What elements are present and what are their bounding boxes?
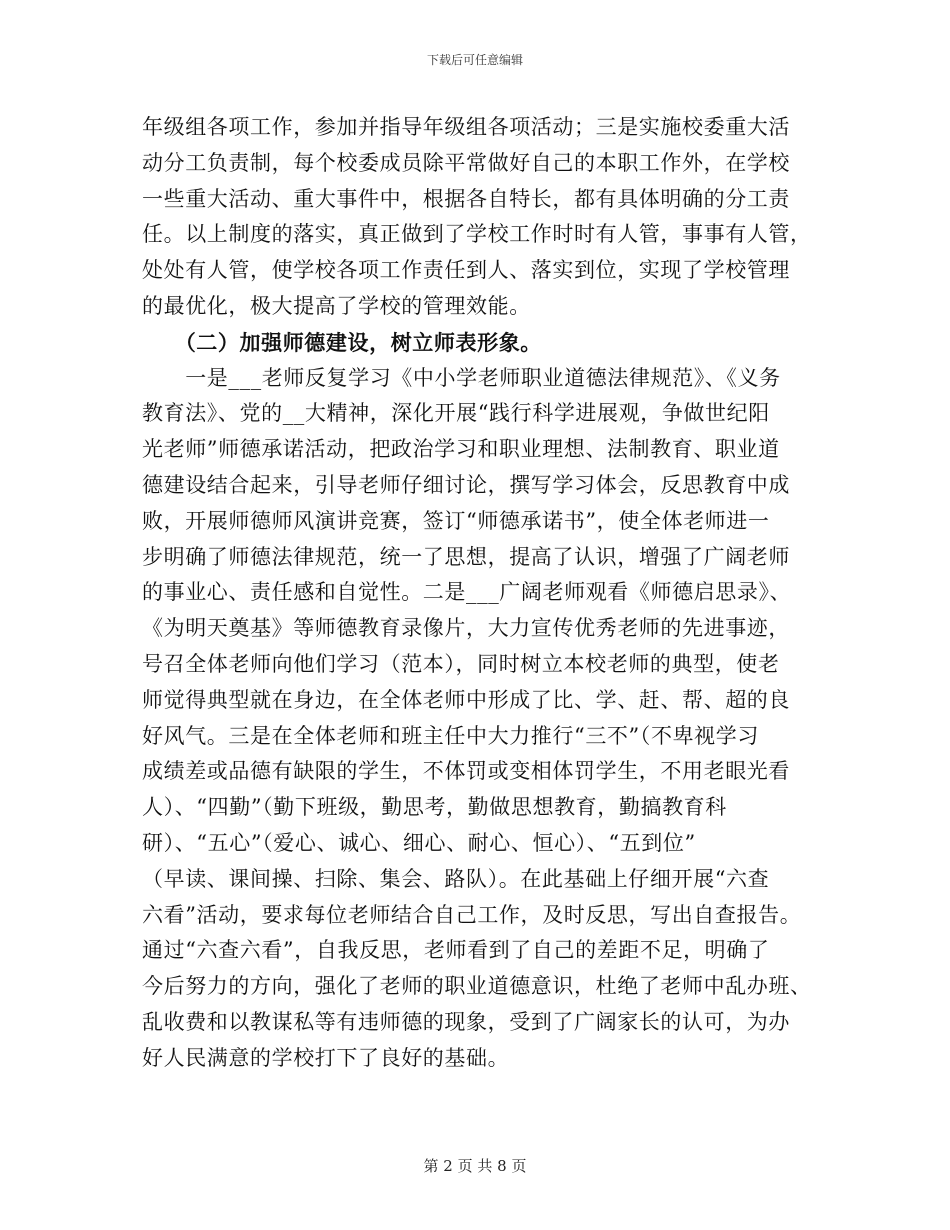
text-line: 今后努力的方向，强化了老师的职业道德意识，杜绝了老师中乱办班、 bbox=[142, 974, 812, 999]
text-line: 的最优化，极大提高了学校的管理效能。 bbox=[142, 293, 531, 318]
text-line: 好人民满意的学校打下了良好的基础。 bbox=[142, 1045, 510, 1070]
document-body bbox=[142, 110, 822, 1077]
page-number-footer: 第 2 页 共 8 页 bbox=[423, 1157, 527, 1175]
page-header: 下载后可任意编辑 bbox=[426, 53, 523, 67]
text-line: 德建设结合起来，引导老师仔细讨论，撰写学习体会，反思教育中成 bbox=[142, 472, 790, 497]
text-line: 一些重大活动、重大事件中，根据各自特长，都有具体明确的分工责 bbox=[142, 186, 790, 211]
text-line: 步明确了师德法律规范，统一了思想，提高了认识，增强了广阔老师 bbox=[142, 544, 790, 569]
text-line: 通过“六查六看”，自我反思，老师看到了自己的差距不足，明确了 bbox=[142, 938, 770, 963]
text-line: 六看”活动，要求每位老师结合自己工作，及时反思，写出自查报告。 bbox=[142, 902, 802, 927]
text-line: 处处有人管，使学校各项工作责任到人、落实到位，实现了学校管理 bbox=[142, 258, 790, 283]
text-line: 年级组各项工作，参加并指导年级组各项活动；三是实施校委重大活 bbox=[142, 115, 790, 139]
text-line: 成绩差或品德有缺限的学生，不体罚或变相体罚学生，不用老眼光看 bbox=[142, 759, 790, 784]
text-line: 人）、“四勤”（勤下班级，勤思考，勤做思想教育，勤搞教育科 bbox=[142, 795, 727, 820]
text-line: 败，开展师德师风演讲竞赛，签订“师德承诺书”，使全体老师进一 bbox=[142, 508, 770, 533]
text-line: 一是___老师反复学习《中小学老师职业道德法律规范》、《义务 bbox=[142, 365, 781, 390]
text-line: 光老师”师德承诺活动，把政治学习和职业理想、法制教育、职业道 bbox=[142, 437, 780, 462]
text-line: （早读、课间操、扫除、集会、路队）。在此基础上仔细开展“六查 bbox=[142, 866, 770, 891]
text-line: 《为明天奠基》等师德教育录像片，大力宣传优秀老师的先进事迹， bbox=[142, 616, 790, 641]
text-line: 任。以上制度的落实，真正做到了学校工作时时有人管，事事有人管， bbox=[142, 222, 812, 247]
text-line: 的事业心、责任感和自觉性。二是___广阔老师观看《师德启思录》、 bbox=[142, 580, 792, 605]
text-line: 好风气。三是在全体老师和班主任中大力推行“三不”（不卑视学习 bbox=[142, 723, 759, 748]
text-line: 师觉得典型就在身边，在全体老师中形成了比、学、赶、帮、超的良 bbox=[142, 687, 790, 712]
text-line: 号召全体老师向他们学习（范本），同时树立本校老师的典型，使老 bbox=[142, 651, 780, 676]
text-line: 动分工负责制，每个校委成员除平常做好自己的本职工作外，在学校 bbox=[142, 150, 790, 175]
text-line: 研）、“五心”（爱心、诚心、细心、耐心、恒心）、“五到位” bbox=[142, 830, 696, 855]
section-heading: （二）加强师德建设，树立师表形象。 bbox=[142, 329, 542, 355]
text-line: 教育法》、党的__大精神，深化开展“践行科学进展观，争做世纪阳 bbox=[142, 401, 770, 426]
text-line: 乱收费和以教谋私等有违师德的现象，受到了广阔家长的认可，为办 bbox=[142, 1009, 790, 1034]
